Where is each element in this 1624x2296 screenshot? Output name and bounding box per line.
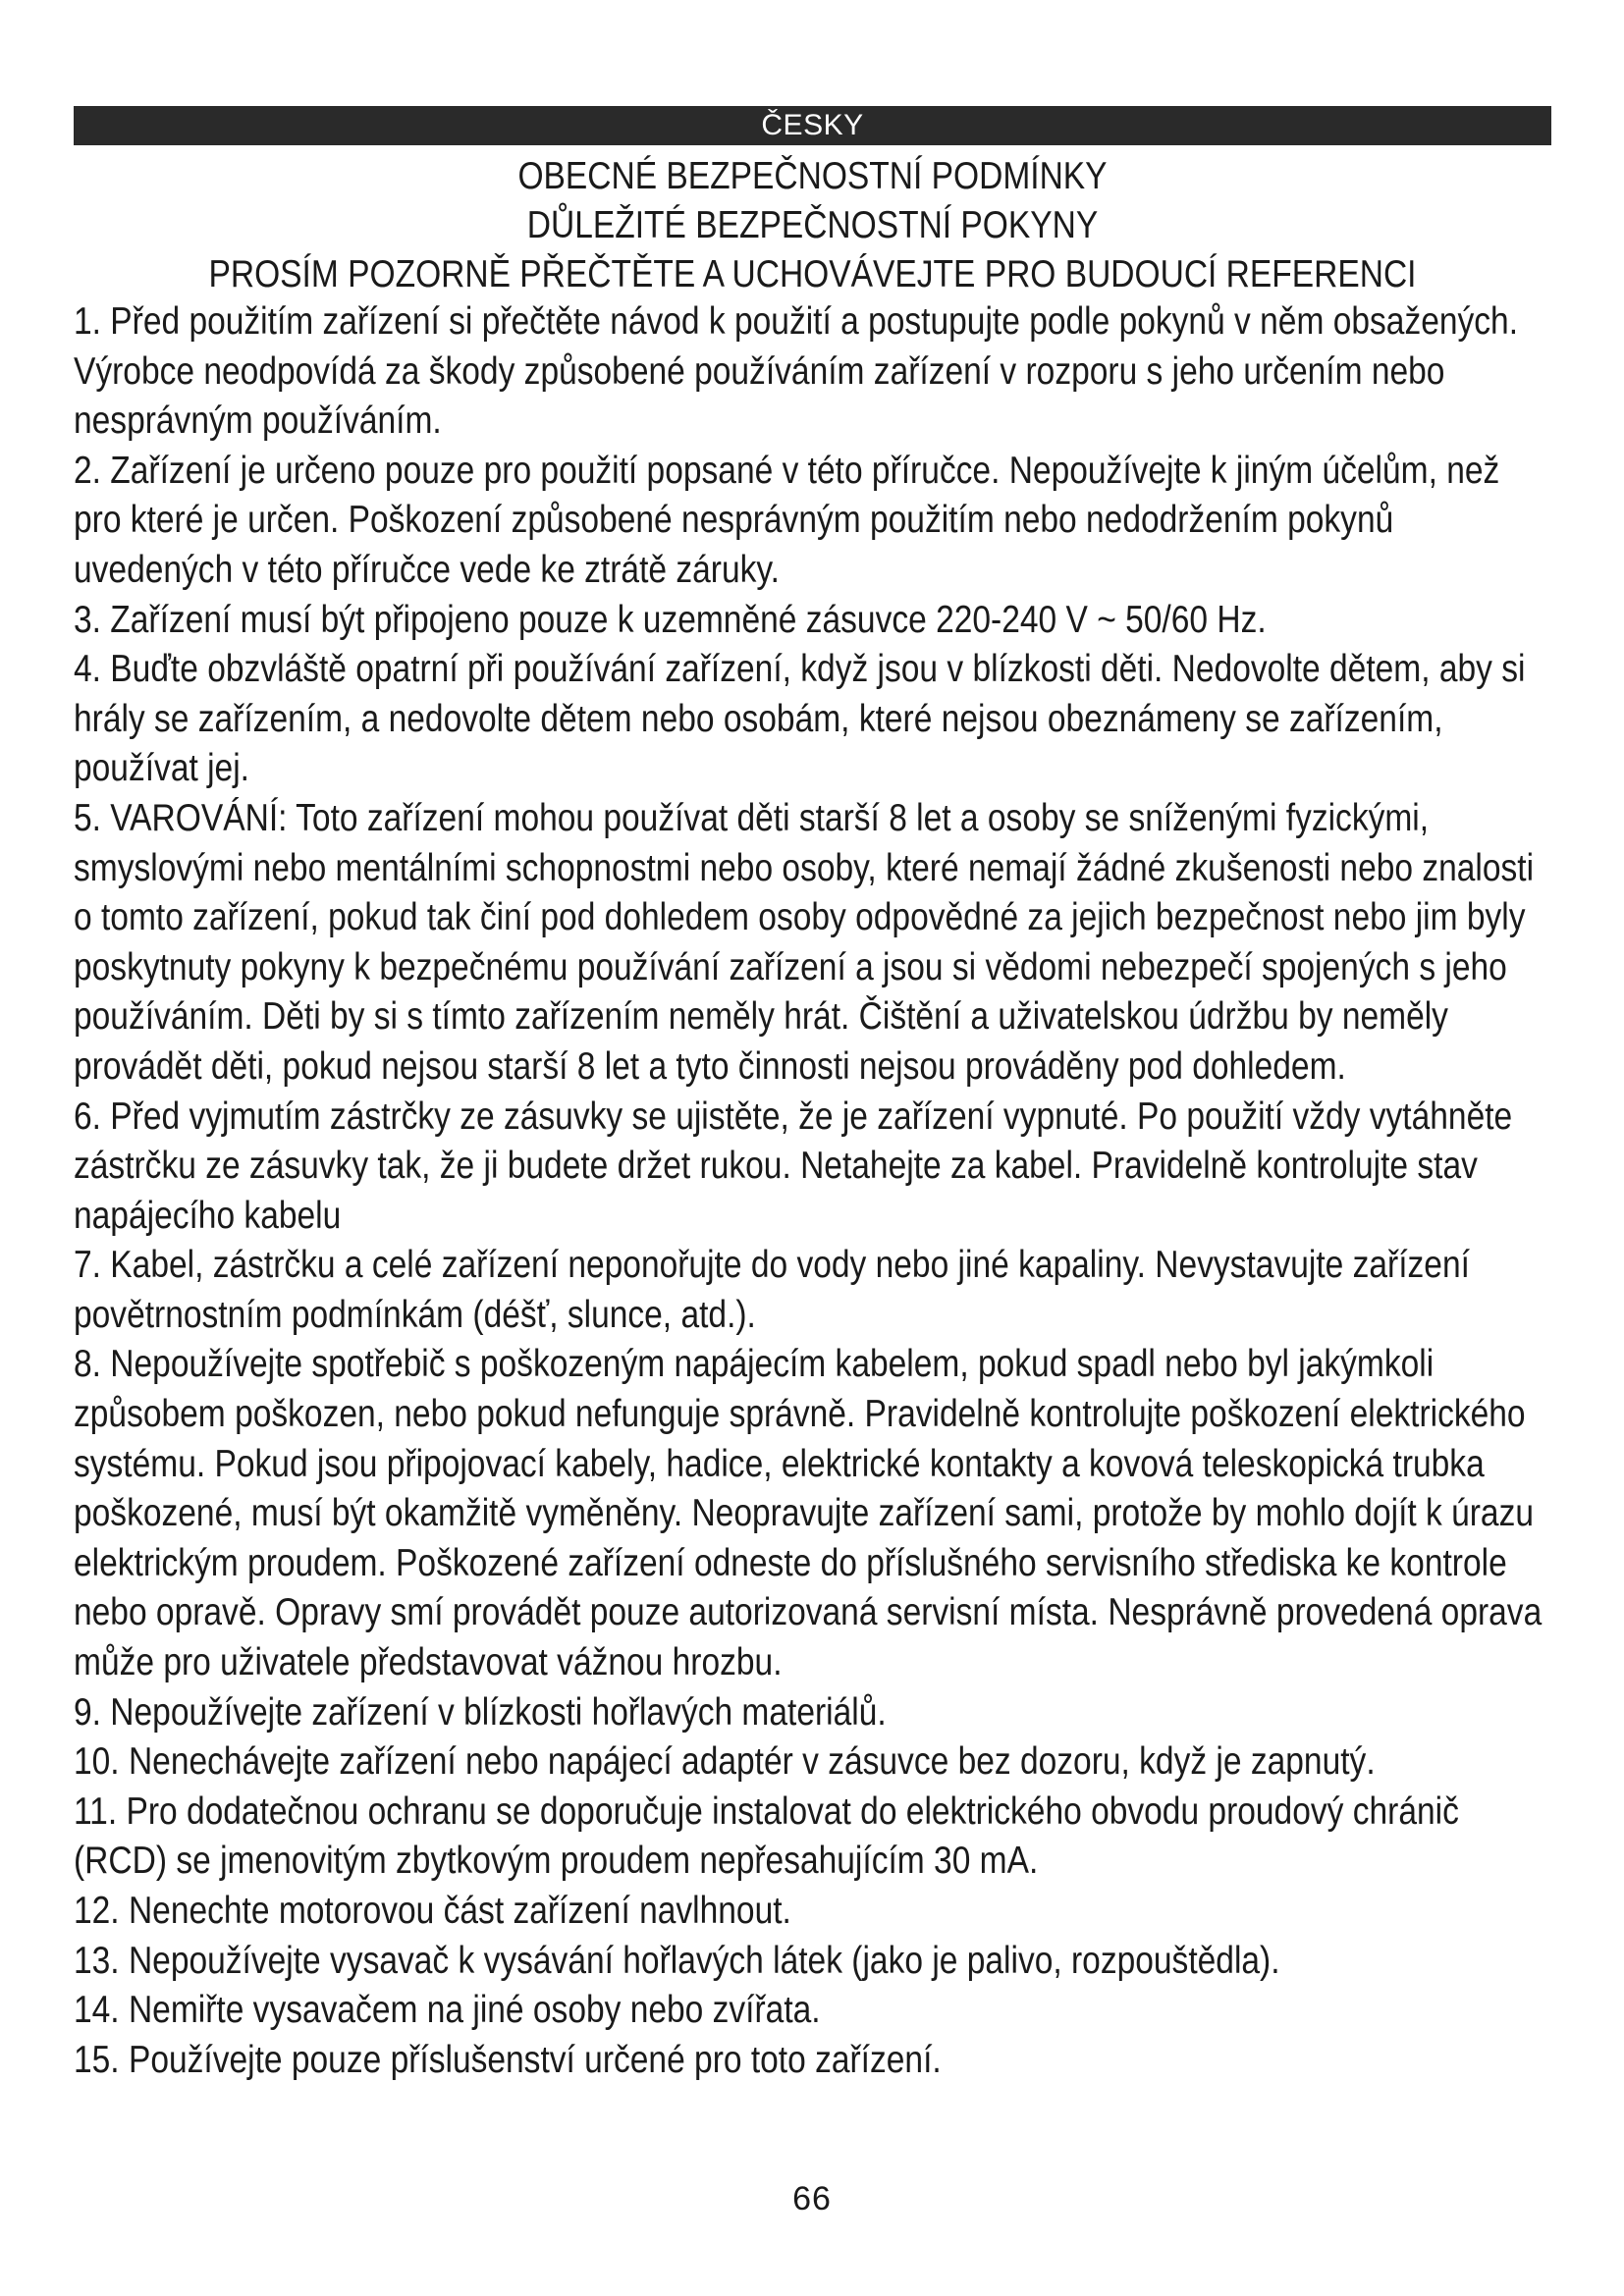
instruction-item-8: 8. Nepoužívejte spotřebič s poškozeným napájecím kabelem, pokud spadl nebo byl jakýmkoli způsobem poškozen, nebo pokud nefunguje správně. Pravidelně kontrolujte poškození elektrického systému. Pokud jsou připojovací kabely, hadice, elektrické kontakty a kovová teleskopická trubka poškozené, musí být okamžitě vyměněny. Neopravujte zařízení sami, protože by mohlo dojít k úrazu elektrickým proudem. Poškozené zařízení odneste do příslušného servisního střediska ke kontrole nebo opravě. Opravy smí provádět pouze autorizovaná servisní místa. Nesprávně provedená oprava může pro uživatele představovat vážnou hrozbu. — [74, 1343, 1543, 1684]
instruction-item-5: 5. VAROVÁNÍ: Toto zařízení mohou používat děti starší 8 let a osoby se sníženými fyzickými, smyslovými nebo mentálními schopnostmi nebo osoby, které nemají žádné zkušenosti nebo znalosti o tomto zařízení, pokud tak činí pod dohledem osoby odpovědné za jejich bezpečnost nebo jim byly poskytnuty pokyny k bezpečnému používání zařízení a jsou si vědomi nebezpečí spojených s jeho používáním. Děti by si s tímto zařízením neměly hrát. Čištění a uživatelskou údržbu by neměly provádět děti, pokud nejsou starší 8 let a tyto činnosti nejsou prováděny pod dohledem. — [74, 796, 1535, 1088]
instruction-item-12: 12. Nenechte motorovou část zařízení navlhnout. — [74, 1890, 791, 1932]
instruction-item-4: 4. Buďte obzvláště opatrní při používání zařízení, když jsou v blízkosti děti. Nedovolte dětem, aby si hrály se zařízením, a nedovolte dětem nebo osobám, které nejsou obeznámeny se zařízením, používat jej. — [74, 648, 1526, 790]
instruction-item-1: 1. Před použitím zařízení si přečtěte návod k použití a postupujte podle pokynů v něm obsažených. Výrobce neodpovídá za škody způsobené používáním zařízení v rozporu s jeho určením nebo nesprávným používáním. — [74, 300, 1519, 443]
language-bar: ČESKY — [74, 106, 1551, 145]
page-number: 66 — [792, 2180, 832, 2217]
heading-read-carefully: PROSÍM POZORNĚ PŘEČTĚTE A UCHOVÁVEJTE PRO BUDOUCÍ REFERENCI — [208, 253, 1417, 295]
instruction-item-3: 3. Zařízení musí být připojeno pouze k uzemněné zásuvce 220-240 V ~ 50/60 Hz. — [74, 598, 1267, 641]
heading-general-safety: OBECNÉ BEZPEČNOSTNÍ PODMÍNKY — [517, 155, 1108, 197]
instruction-item-9: 9. Nepoužívejte zařízení v blízkosti hořlavých materiálů. — [74, 1690, 887, 1734]
heading-important-safety: DŮLEŽITÉ BEZPEČNOSTNÍ POKYNY — [526, 204, 1099, 246]
instruction-list — [74, 297, 1551, 2085]
instruction-item-14: 14. Nemiřte vysavačem na jiné osoby nebo zvířata. — [74, 1989, 821, 2032]
instruction-item-6: 6. Před vyjmutím zástrčky ze zásuvky se ujistěte, že je zařízení vypnuté. Po použití vždy vytáhněte zástrčku ze zásuvky tak, že ji budete držet rukou. Netahejte za kabel. Pravidelně kontrolujte stav napájecího kabelu — [74, 1095, 1513, 1237]
instruction-item-10: 10. Nenechávejte zařízení nebo napájecí adaptér v zásuvce bez dozoru, když je zapnutý. — [74, 1740, 1376, 1784]
instruction-item-2: 2. Zařízení je určeno pouze pro použití popsané v této příručce. Nepoužívejte k jiným účelům, než pro které je určen. Poškození způsobené nesprávným použitím nebo nedodržením pokynů uvedených v této příručce vede ke ztrátě záruky. — [74, 449, 1500, 591]
instruction-item-11: 11. Pro dodatečnou ochranu se doporučuje instalovat do elektrického obvodu proudový chránič (RCD) se jmenovitým zbytkovým proudem nepřesahujícím 30 mA. — [74, 1789, 1459, 1883]
instruction-item-7: 7. Kabel, zástrčku a celé zařízení neponořujte do vody nebo jiné kapaliny. Nevystavujte zařízení povětrnostním podmínkám (déšť, slunce, atd.). — [74, 1244, 1470, 1336]
instruction-item-15: 15. Používejte pouze příslušenství určené pro toto zařízení. — [74, 2038, 942, 2081]
instruction-item-13: 13. Nepoužívejte vysavač k vysávání hořlavých látek (jako je palivo, rozpouštědla). — [74, 1939, 1280, 1982]
safety-headings — [177, 152, 1447, 299]
